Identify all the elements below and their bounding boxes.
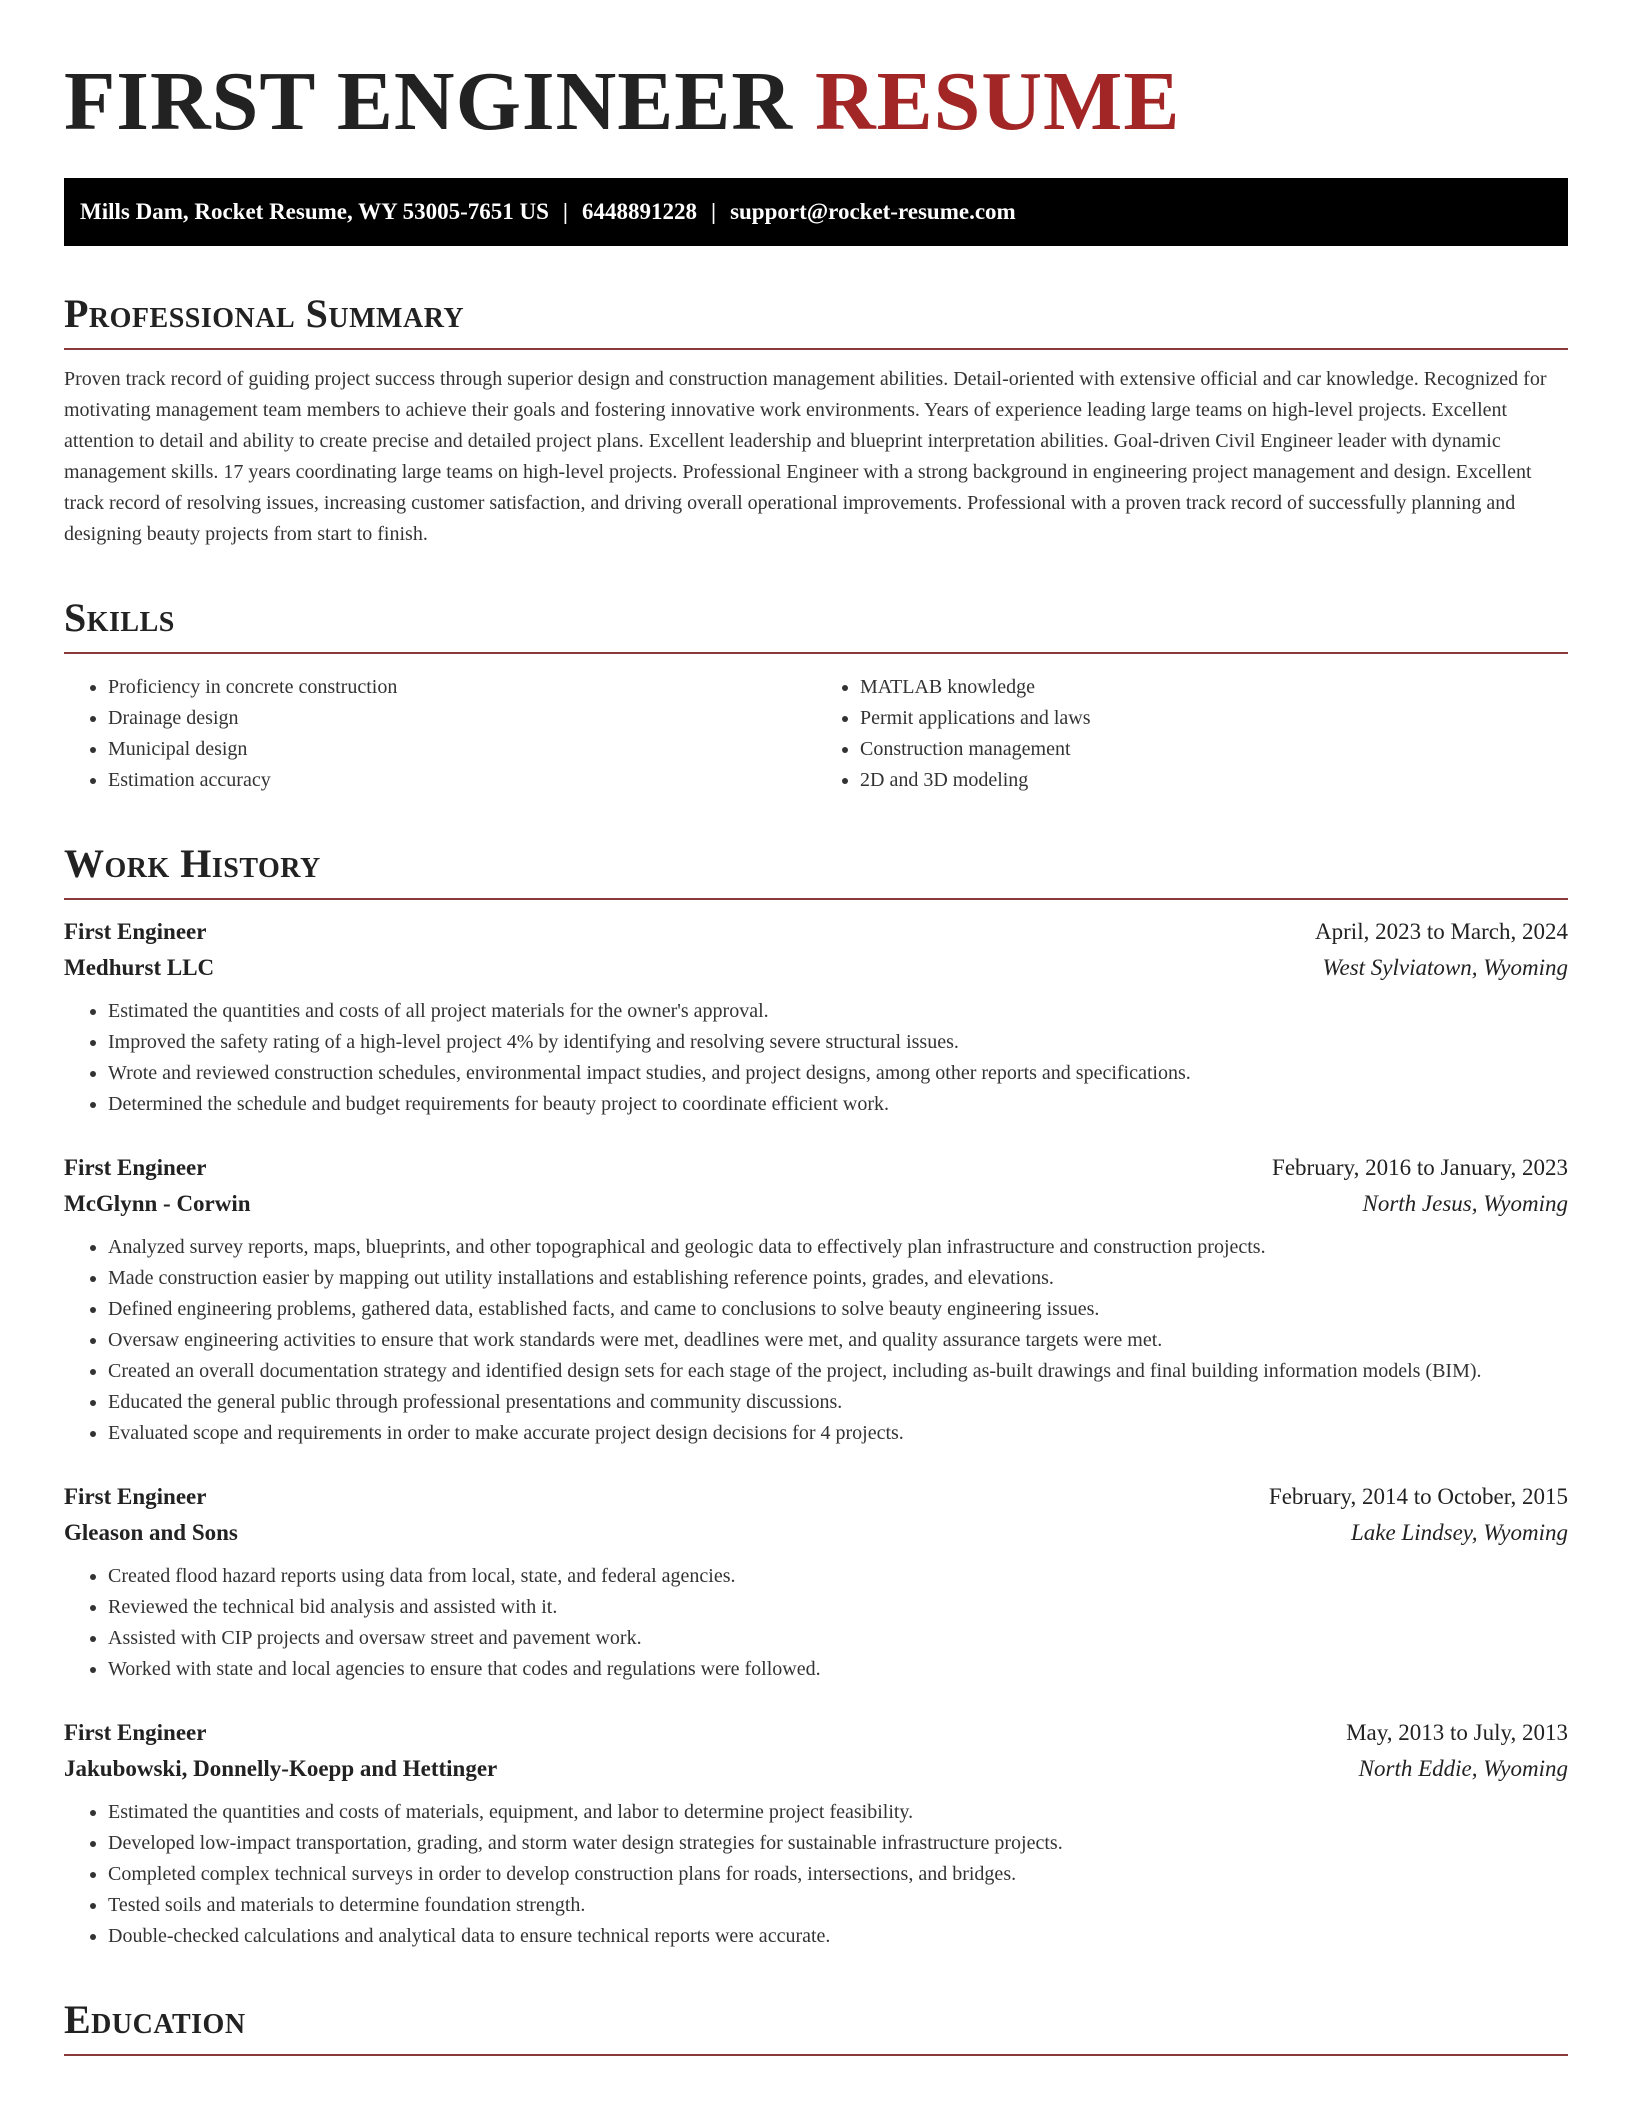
skill-item: • Estimation accuracy xyxy=(108,765,816,796)
job-company-row xyxy=(64,950,1568,986)
job-bullet: • Evaluated scope and requirements in order to make accurate project design decisions for 4 projects. xyxy=(108,1418,1568,1449)
skills-columns xyxy=(64,668,1568,796)
skill-item: • MATLAB knowledge xyxy=(860,672,1568,703)
job-header-row xyxy=(64,1715,1568,1751)
work-history-section xyxy=(64,840,1568,1952)
job-bullets xyxy=(64,1797,1568,1952)
job-bullet: • Wrote and reviewed construction schedules, environmental impact studies, and project designs, among other reports and specifications. xyxy=(108,1058,1568,1089)
job-bullet: • Estimated the quantities and costs of all project materials for the owner's approval. xyxy=(108,996,1568,1027)
job-bullet: • Reviewed the technical bid analysis and assisted with it. xyxy=(108,1592,1568,1623)
section-title-work-history: Work History xyxy=(64,841,321,887)
skills-right-list xyxy=(816,672,1568,796)
contact-address: Mills Dam, Rocket Resume, WY 53005-7651 US xyxy=(80,199,549,225)
contact-email: support@rocket-resume.com xyxy=(730,199,1016,225)
job-title: First Engineer xyxy=(64,1720,207,1746)
job-company: Jakubowski, Donnelly-Koepp and Hettinger xyxy=(64,1756,498,1782)
job-header-row xyxy=(64,1150,1568,1186)
job-bullet: • Developed low-impact transportation, grading, and storm water design strategies for sustainable infrastructure projects. xyxy=(108,1828,1568,1859)
job-company: Medhurst LLC xyxy=(64,955,215,981)
job-bullet: • Made construction easier by mapping out utility installations and establishing reference points, grades, and elevations. xyxy=(108,1263,1568,1294)
job-location: North Jesus, Wyoming xyxy=(1362,1191,1568,1217)
job-bullet: • Estimated the quantities and costs of materials, equipment, and labor to determine project feasibility. xyxy=(108,1797,1568,1828)
section-divider xyxy=(64,2054,1568,2056)
section-divider xyxy=(64,898,1568,900)
job-entry xyxy=(64,1715,1568,1952)
skill-item: • Permit applications and laws xyxy=(860,703,1568,734)
education-section xyxy=(64,1996,1568,2056)
job-bullet: • Oversaw engineering activities to ensure that work standards were met, deadlines were met, and quality assurance targets were met. xyxy=(108,1325,1568,1356)
section-divider xyxy=(64,348,1568,350)
job-company-row xyxy=(64,1186,1568,1222)
skill-item: • Municipal design xyxy=(108,734,816,765)
skill-item: • Proficiency in concrete construction xyxy=(108,672,816,703)
section-title-skills: Skills xyxy=(64,595,175,641)
job-title: First Engineer xyxy=(64,919,207,945)
skill-item: • 2D and 3D modeling xyxy=(860,765,1568,796)
contact-phone: 6448891228 xyxy=(581,199,697,225)
job-bullets xyxy=(64,1232,1568,1449)
job-entry xyxy=(64,914,1568,1120)
summary-text: Proven track record of guiding project success through superior design and construction management abilities. Detail-oriented with extensive official and car knowledge. Recognized for motivating management team members to achieve their goals and fostering innovative work environments. Years of experience leading large teams on high-level projects. Excellent attention to detail and ability to create precise and detailed project plans. Excellent leadership and blueprint interpretation abilities. Goal-driven Civil Engineer leader with dynamic management skills. 17 years coordinating large teams on high-level projects. Professional Engineer with a strong background in engineering project management and design. Excellent track record of resolving issues, increasing customer satisfaction, and driving overall operational improvements. Professional with a proven track record of successfully planning and designing beauty projects from start to finish. xyxy=(64,368,1547,546)
job-header-row xyxy=(64,914,1568,950)
summary-section xyxy=(64,290,1568,550)
job-company: Gleason and Sons xyxy=(64,1520,238,1546)
name-main: FIRST ENGINEER xyxy=(64,55,793,148)
section-divider xyxy=(64,652,1568,654)
job-bullet: • Double-checked calculations and analytical data to ensure technical reports were accurate. xyxy=(108,1921,1568,1952)
skills-section xyxy=(64,594,1568,796)
job-dates: May, 2013 to July, 2013 xyxy=(1346,1720,1568,1746)
job-bullet: • Created an overall documentation strategy and identified design sets for each stage of the project, including as-built drawings and final building information models (BIM). xyxy=(108,1356,1568,1387)
job-company-row xyxy=(64,1751,1568,1787)
job-location: Lake Lindsey, Wyoming xyxy=(1351,1520,1568,1546)
job-bullet: • Analyzed survey reports, maps, blueprints, and other topographical and geologic data to effectively plan infrastructure and construction projects. xyxy=(108,1232,1568,1263)
skill-item: • Drainage design xyxy=(108,703,816,734)
skills-left-list xyxy=(64,672,816,796)
job-title: First Engineer xyxy=(64,1484,207,1510)
job-location: West Sylviatown, Wyoming xyxy=(1322,955,1568,981)
resume-name xyxy=(64,56,1568,148)
job-company: McGlynn - Corwin xyxy=(64,1191,251,1217)
job-bullet: • Determined the schedule and budget requirements for beauty project to coordinate efficient work. xyxy=(108,1089,1568,1120)
skill-item: • Construction management xyxy=(860,734,1568,765)
job-title: First Engineer xyxy=(64,1155,207,1181)
job-bullets xyxy=(64,1561,1568,1685)
job-dates: February, 2014 to October, 2015 xyxy=(1268,1484,1568,1510)
job-bullet: • Educated the general public through professional presentations and community discussions. xyxy=(108,1387,1568,1418)
section-title-education: Education xyxy=(64,1997,246,2043)
contact-bar xyxy=(64,178,1568,246)
job-bullet: • Completed complex technical surveys in order to develop construction plans for roads, intersections, and bridges. xyxy=(108,1859,1568,1890)
job-entry xyxy=(64,1479,1568,1685)
name-accent: RESUME xyxy=(814,55,1181,148)
job-dates: February, 2016 to January, 2023 xyxy=(1272,1155,1568,1181)
job-bullets xyxy=(64,996,1568,1120)
job-entry xyxy=(64,1150,1568,1449)
contact-separator: | xyxy=(710,199,717,225)
job-header-row xyxy=(64,1479,1568,1515)
job-company-row xyxy=(64,1515,1568,1551)
job-bullet: • Defined engineering problems, gathered data, established facts, and came to conclusions to solve beauty engineering issues. xyxy=(108,1294,1568,1325)
section-title-summary: Professional Summary xyxy=(64,291,465,337)
job-dates: April, 2023 to March, 2024 xyxy=(1315,919,1568,945)
job-bullet: • Improved the safety rating of a high-level project 4% by identifying and resolving severe structural issues. xyxy=(108,1027,1568,1058)
job-bullet: • Worked with state and local agencies to ensure that codes and regulations were followed. xyxy=(108,1654,1568,1685)
job-location: North Eddie, Wyoming xyxy=(1358,1756,1568,1782)
job-bullet: • Assisted with CIP projects and oversaw street and pavement work. xyxy=(108,1623,1568,1654)
job-bullet: • Tested soils and materials to determine foundation strength. xyxy=(108,1890,1568,1921)
job-bullet: • Created flood hazard reports using data from local, state, and federal agencies. xyxy=(108,1561,1568,1592)
contact-separator: | xyxy=(562,199,568,225)
